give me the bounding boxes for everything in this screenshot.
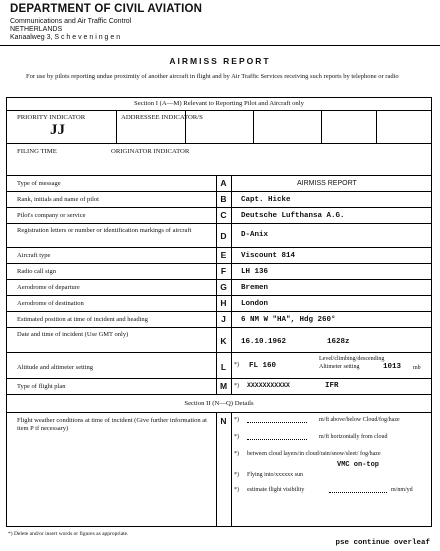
footnote-marker: *) bbox=[234, 417, 239, 423]
row-value-position[interactable]: 6 NM W "HA", Hdg 260° bbox=[241, 316, 336, 324]
row-value-type-of-message[interactable]: AIRMISS REPORT bbox=[297, 180, 357, 187]
weather-line-horizontal: m/ft horizontally from cloud bbox=[319, 434, 388, 440]
row-letter: C bbox=[220, 210, 227, 220]
divider bbox=[7, 352, 431, 353]
altimeter-setting-value[interactable]: 1013 bbox=[383, 363, 402, 371]
row-label-pilot-name: Rank, initials and name of pilot bbox=[17, 196, 99, 203]
form-title: AIRMISS REPORT bbox=[169, 56, 271, 66]
form-intro: For use by pilots reporting undue proximity of another aircraft in flight and by Air Traffic Services receiving such reports by telephone or radio bbox=[26, 73, 399, 80]
divider bbox=[231, 412, 232, 527]
divider bbox=[7, 191, 431, 192]
footnote: *) Delete and/or insert words or figures as appropriate. bbox=[8, 531, 129, 537]
section-1-header: Section I (A—M) Relevant to Reporting Pilot and Aircraft only bbox=[134, 100, 304, 107]
row-letter: F bbox=[220, 266, 227, 276]
row-value-altitude[interactable]: FL 160 bbox=[249, 362, 277, 370]
originator-indicator-label: ORIGINATOR INDICATOR bbox=[111, 148, 190, 155]
row-letter: E bbox=[220, 250, 227, 260]
divider bbox=[7, 110, 431, 111]
row-label-registration: Registration letters or number or identification markings of aircraft bbox=[17, 227, 192, 234]
weather-vmc-value[interactable]: VMC on-top bbox=[337, 461, 380, 469]
row-value-departure[interactable]: Bremen bbox=[241, 284, 269, 292]
row-label-type-of-message: Type of message bbox=[17, 180, 61, 187]
footnote-marker: *) bbox=[234, 472, 239, 478]
row-letter: N bbox=[220, 416, 227, 426]
row-label-position: Estimated position at time of incident and heading bbox=[17, 316, 148, 323]
priority-indicator-value[interactable]: JJ bbox=[50, 122, 65, 138]
department-line-2: NETHERLANDS bbox=[10, 26, 63, 33]
divider bbox=[7, 279, 431, 280]
row-label-departure: Aerodrome of departure bbox=[17, 284, 80, 291]
row-letter: B bbox=[220, 194, 227, 204]
row-label-destination: Aerodrome of destination bbox=[17, 300, 84, 307]
divider bbox=[7, 378, 431, 379]
divider bbox=[216, 412, 217, 527]
altimeter-setting-label: Altimeter setting bbox=[319, 364, 360, 370]
department-line-1: Communications and Air Traffic Control bbox=[10, 18, 132, 25]
row-letter: J bbox=[221, 314, 226, 324]
airmiss-form bbox=[6, 97, 432, 527]
divider bbox=[7, 327, 431, 328]
row-value-company[interactable]: Deutsche Lufthansa A.G. bbox=[241, 212, 345, 220]
row-letter: H bbox=[220, 298, 227, 308]
section-2-header: Section II (N—Q) Details bbox=[184, 400, 254, 407]
divider bbox=[7, 295, 431, 296]
row-label-altitude: Altitude and altimeter setting bbox=[17, 364, 93, 371]
footnote-marker: *) bbox=[234, 383, 239, 389]
row-letter: M bbox=[219, 381, 228, 391]
weather-line-layers: between cloud layers/in cloud/rain/snow/sleet/ fog/haze bbox=[247, 451, 381, 457]
divider bbox=[7, 207, 431, 208]
row-value-destination[interactable]: London bbox=[241, 300, 269, 308]
weather-line-visibility: estimate flight visibility bbox=[247, 487, 305, 493]
divider bbox=[7, 311, 431, 312]
row-label-aircraft-type: Aircraft type bbox=[17, 252, 51, 259]
fill-line bbox=[247, 439, 307, 440]
row-value-date[interactable]: 16.10.1962 bbox=[241, 338, 287, 346]
divider bbox=[7, 247, 431, 248]
row-label-company: Pilot's company or service bbox=[17, 212, 86, 219]
row-value-call-sign[interactable]: LH 136 bbox=[241, 268, 269, 276]
altimeter-unit: mb bbox=[413, 365, 421, 371]
fill-line bbox=[329, 492, 387, 493]
department-title: DEPARTMENT OF CIVIL AVIATION bbox=[10, 3, 203, 15]
row-value-aircraft-type[interactable]: Viscount 814 bbox=[241, 252, 296, 260]
priority-indicator-label: PRIORITY INDICATOR bbox=[17, 114, 86, 121]
fill-line bbox=[247, 422, 307, 423]
divider bbox=[7, 223, 431, 224]
footnote-marker: *) bbox=[234, 434, 239, 440]
level-status-text: Level/climbing/descending bbox=[319, 356, 385, 362]
footnote-marker: *) bbox=[234, 362, 239, 368]
row-letter: G bbox=[220, 282, 227, 292]
row-label-call-sign: Radio call sign bbox=[17, 268, 56, 275]
divider bbox=[253, 110, 254, 143]
row-value-flight-plan[interactable]: IFR bbox=[325, 382, 339, 390]
filing-time-label: FILING TIME bbox=[17, 148, 57, 155]
addressee-indicator-label: ADDRESSEE INDICATOR/S bbox=[121, 114, 203, 121]
weather-line-vertical: m/ft above/below Cloud/fog/haze bbox=[319, 417, 400, 423]
row-value-flight-plan-crossed[interactable]: XXXXXXXXXXX bbox=[247, 382, 290, 389]
row-value-pilot-name[interactable]: Capt. Hicke bbox=[241, 196, 291, 204]
divider bbox=[376, 110, 377, 143]
divider bbox=[7, 394, 431, 395]
divider bbox=[321, 110, 322, 143]
row-letter: D bbox=[220, 231, 227, 241]
divider bbox=[185, 110, 186, 143]
row-letter: A bbox=[220, 178, 227, 188]
weather-visibility-unit: m/nm/yd bbox=[391, 487, 413, 493]
continue-overleaf: pse continue overleaf bbox=[335, 539, 430, 547]
divider bbox=[116, 110, 117, 143]
divider bbox=[7, 175, 431, 176]
row-value-registration[interactable]: D-Anix bbox=[241, 231, 269, 239]
divider bbox=[7, 143, 431, 144]
divider bbox=[7, 412, 431, 413]
row-letter: L bbox=[220, 362, 227, 372]
row-label-flight-plan: Type of flight plan bbox=[17, 383, 66, 390]
row-label-date-time: Date and time of incident (Use GMT only) bbox=[17, 331, 129, 338]
divider bbox=[7, 263, 431, 264]
weather-label: Flight weather conditions at time of incident (Give further information at item P if necessary) bbox=[17, 417, 207, 432]
row-letter: K bbox=[220, 336, 227, 346]
footnote-marker: *) bbox=[234, 487, 239, 493]
row-value-time[interactable]: 1628z bbox=[327, 338, 350, 346]
footnote-marker: *) bbox=[234, 451, 239, 457]
department-address: Kanaalweg 3, S c h e v e n i n g e n bbox=[10, 34, 121, 41]
header-rule bbox=[0, 45, 440, 46]
weather-line-sun: Flying into/xxxxxx sun bbox=[247, 472, 304, 478]
